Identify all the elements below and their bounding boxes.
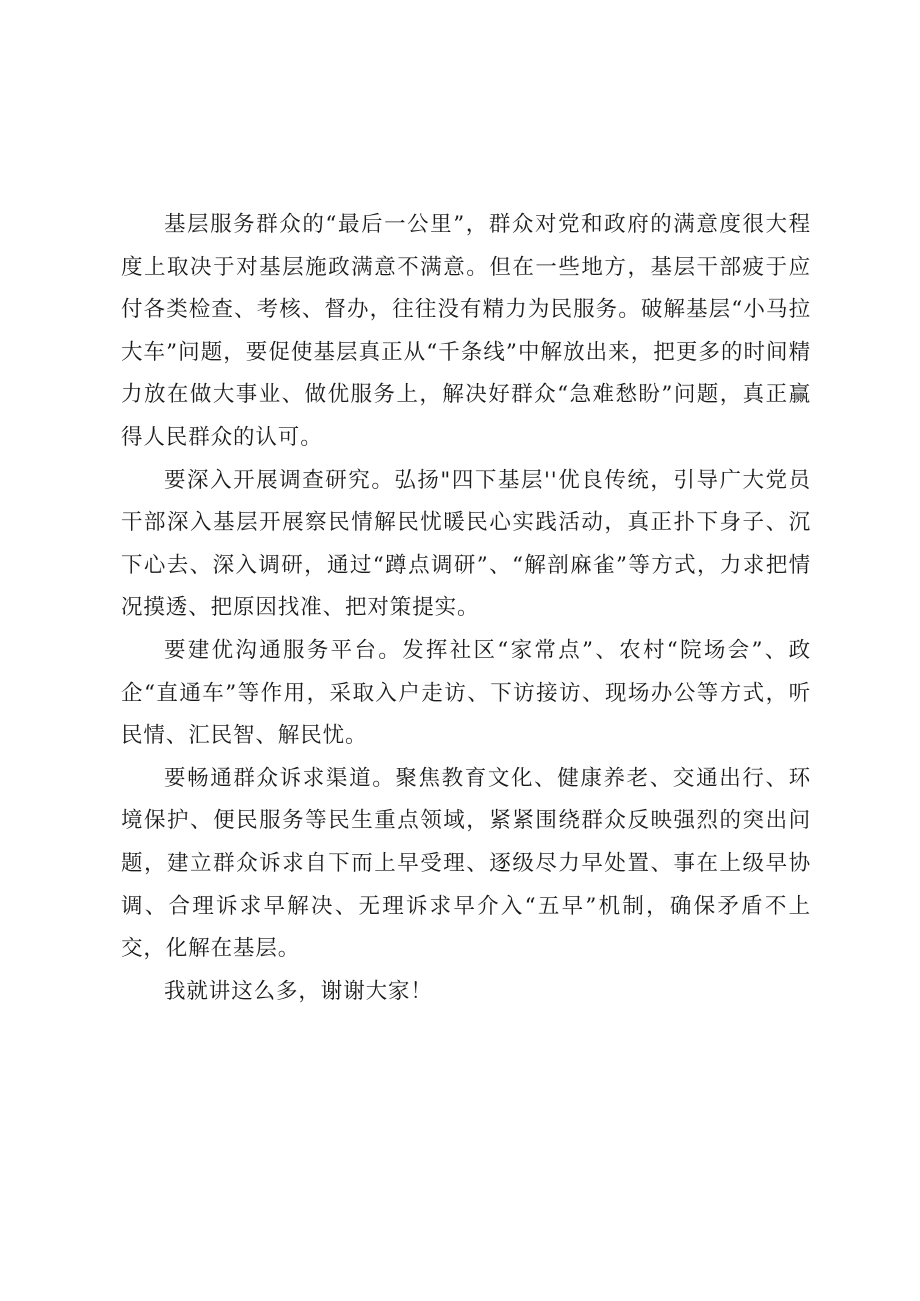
document-body	[121, 204, 811, 1013]
paragraph-investigation-research: 要深入开展调查研究。弘扬"四下基层''优良传统，引导广大党员干部深入基层开展察民情解民忧暖民心实践活动，真正扑下身子、沉下心去、深入调研，通过“蹲点调研”、“解剖麻雀”等方式，力求把情况摸透、把原因找准、把对策提实。	[121, 467, 811, 621]
paragraph-communication-platform: 要建优沟通服务平台。发挥社区“家常点”、农村“院场会”、政企“直通车”等作用，采取入户走访、下访接访、现场办公等方式，听民情、汇民智、解民忧。	[121, 637, 811, 749]
paragraph-appeal-channels: 要畅通群众诉求渠道。聚焦教育文化、健康养老、交通出行、环境保护、便民服务等民生重点领域，紧紧围绕群众反映强烈的突出问题，建立群众诉求自下而上早受理、逐级尽力早处置、事在上级早协调、合理诉求早解决、无理诉求早介入“五早”机制，确保矛盾不上交，化解在基层。	[121, 765, 811, 962]
paragraph-closing-remarks: 我就讲这么多，谢谢大家！	[164, 978, 433, 1004]
paragraph-grassroots-service: 基层服务群众的“最后一公里”，群众对党和政府的满意度很大程度上取决于对基层施政满意不满意。但在一些地方，基层干部疲于应付各类检查、考核、督办，往往没有精力为民服务。破解基层“小马拉大车”问题，要促使基层真正从“千条线”中解放出来，把更多的时间精力放在做大事业、做优服务上，解决好群众“急难愁盼”问题，真正赢得人民群众的认可。	[121, 212, 811, 450]
